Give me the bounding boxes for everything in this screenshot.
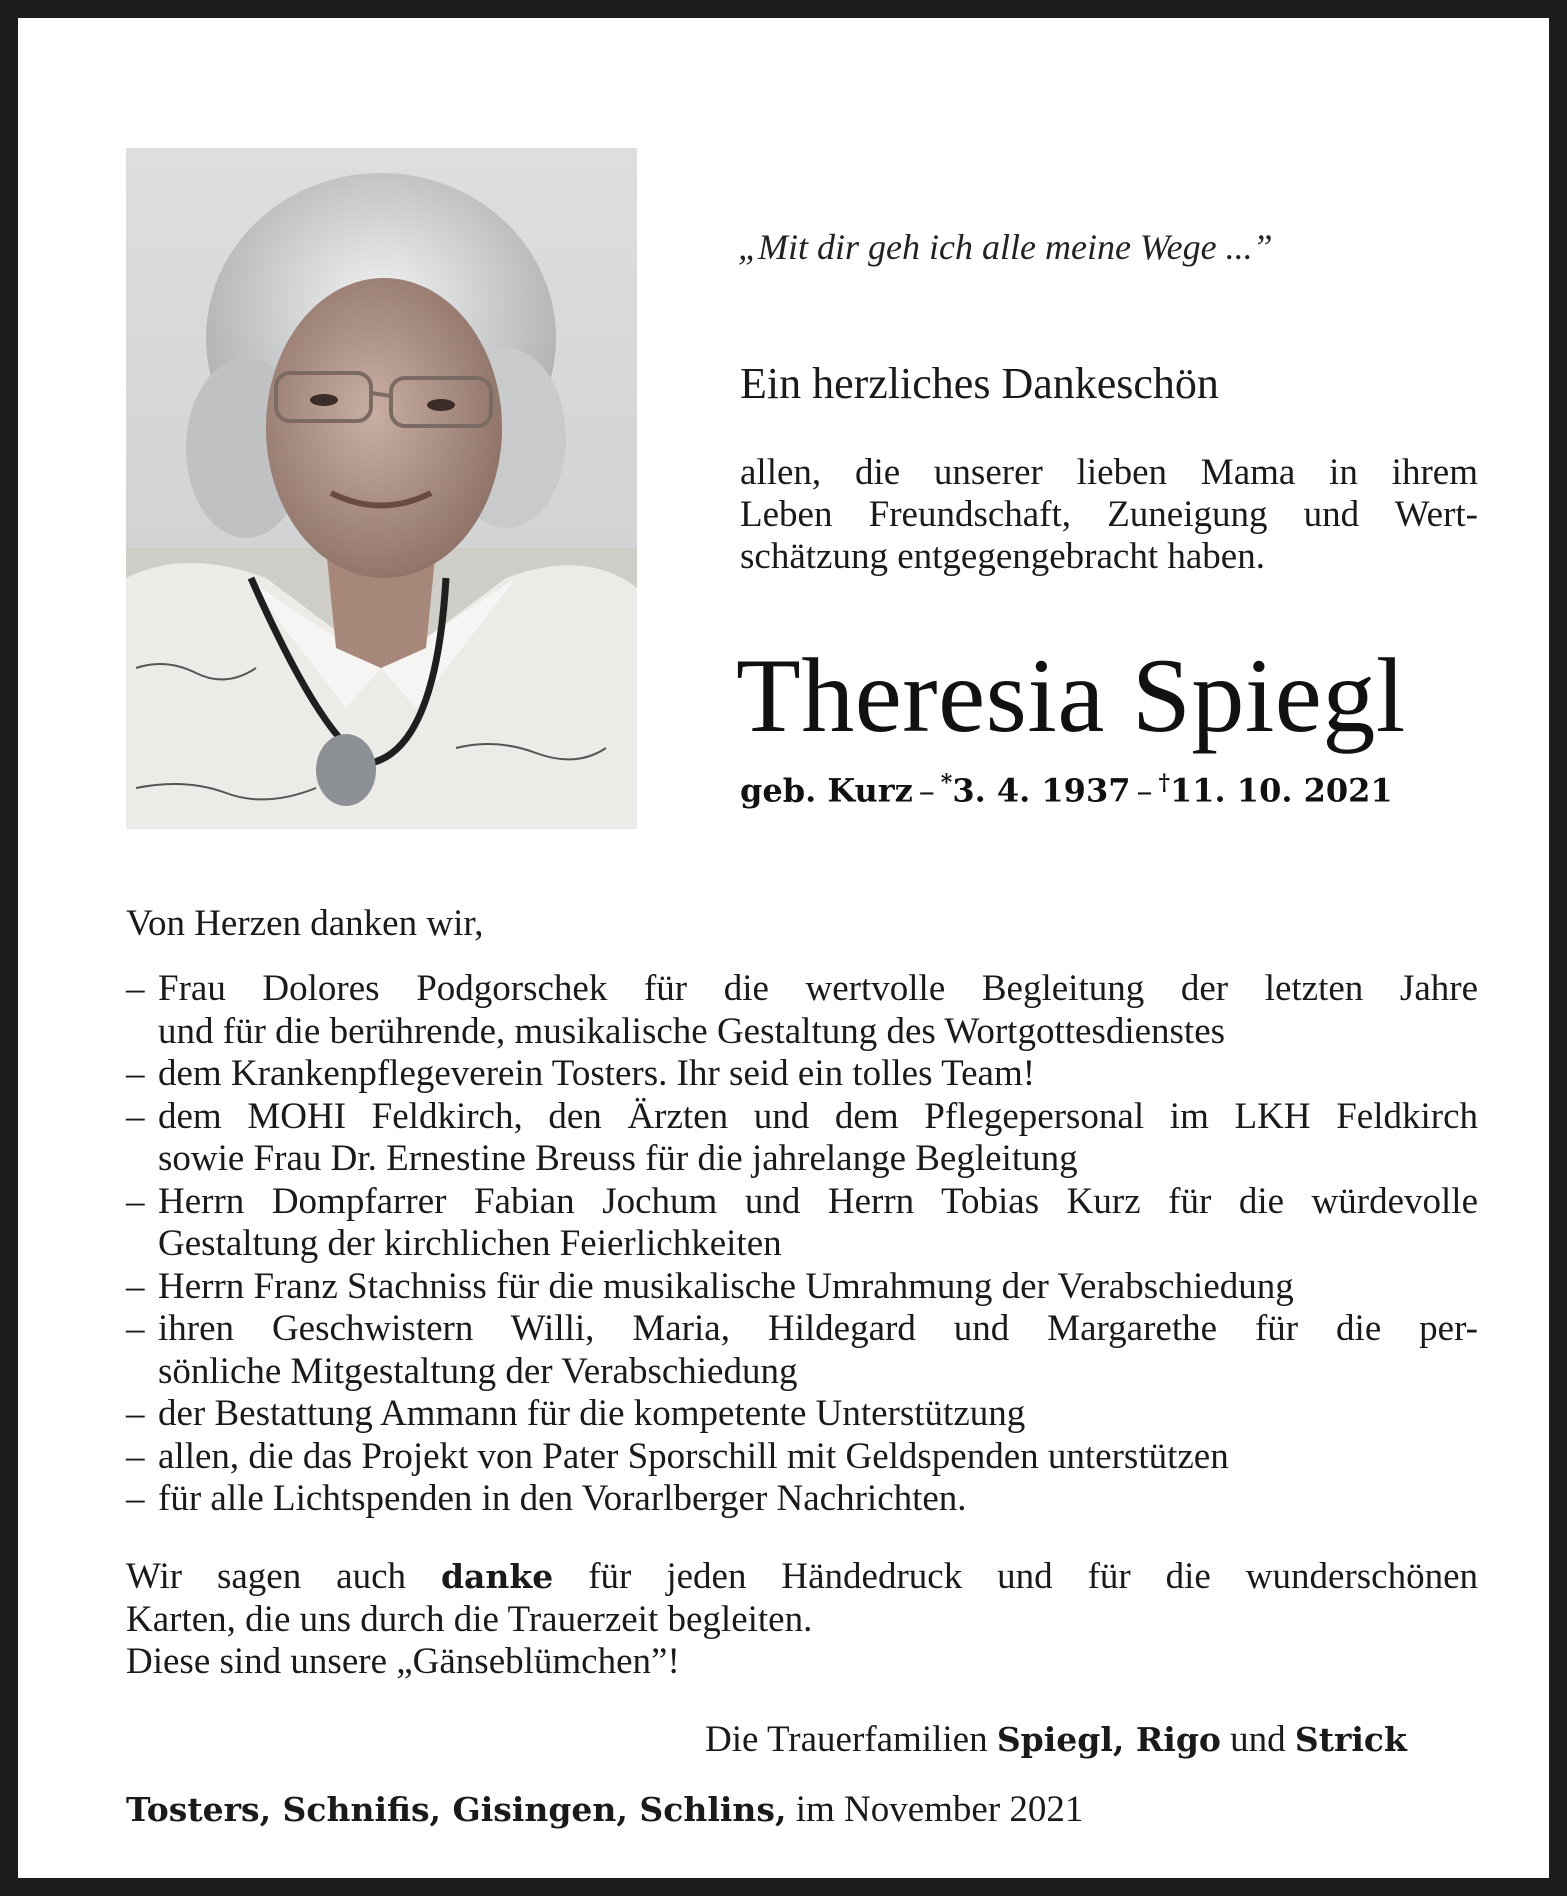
list-item xyxy=(126,1308,1478,1393)
families-signature xyxy=(705,1718,1407,1761)
closing-line xyxy=(126,1556,1478,1599)
list-item-line: – der Bestattung Ammann für die kompetente Unterstützung xyxy=(158,1393,1026,1434)
closing-line: Karten, die uns durch die Trauerzeit begleiten. xyxy=(126,1598,813,1640)
list-item xyxy=(126,1436,1478,1479)
closing-post: für jeden Händedruck und für die wunderschönen xyxy=(588,1556,1479,1597)
list-item xyxy=(126,1393,1478,1436)
list-item xyxy=(126,968,1478,1053)
list-item xyxy=(126,1478,1478,1521)
list-item xyxy=(126,1266,1478,1309)
list-item-line: Gestaltung der kirchlichen Feierlichkeiten xyxy=(158,1223,782,1264)
portrait-illustration xyxy=(126,148,637,829)
portrait-photo xyxy=(126,148,637,829)
list-item-line: und für die berührende, musikalische Gestaltung des Wortgottesdienstes xyxy=(158,1010,1226,1052)
families-prefix: Die Trauerfamilien xyxy=(705,1719,988,1760)
life-dates xyxy=(740,770,1393,810)
list-item-line: – dem Krankenpflegeverein Tosters. Ihr seid ein tolles Team! xyxy=(158,1053,1036,1094)
list-item-line: – Herrn Franz Stachniss für die musikalische Umrahmung der Verabschiedung xyxy=(158,1265,1294,1307)
closing-paragraph xyxy=(126,1556,1478,1684)
list-item-line: sowie Frau Dr. Ernestine Breuss für die jahrelange Begleitung xyxy=(158,1138,1078,1179)
date-separator: – xyxy=(918,771,935,810)
place-date xyxy=(126,1788,1083,1831)
epigraph-quote: „Mit dir geh ich alle meine Wege ...” xyxy=(738,227,1273,267)
families-conj: und xyxy=(1230,1719,1286,1760)
list-item-line: – Herrn Dompfarrer Fabian Jochum und Herrn Tobias Kurz für die würdevolle xyxy=(158,1180,1478,1222)
list-item xyxy=(126,1096,1478,1181)
list-item xyxy=(126,1053,1478,1096)
intro-line: Leben Freundschaft, Zuneigung und Wert- xyxy=(740,494,1478,535)
death-date: 11. 10. 2021 xyxy=(1169,771,1393,810)
family-names-primary: Spiegl, Rigo xyxy=(996,1720,1221,1759)
list-item-line: – für alle Lichtspenden in den Vorarlberger Nachrichten. xyxy=(158,1478,967,1519)
list-item-line: – Frau Dolores Podgorschek für die wertvolle Begleitung der letzten Jahre xyxy=(158,968,1478,1009)
closing-bold: danke xyxy=(440,1557,554,1596)
closing-pre: Wir sagen auch xyxy=(126,1556,407,1597)
intro-line: allen, die unserer lieben Mama in ihrem xyxy=(740,452,1478,493)
maiden-name: geb. Kurz xyxy=(740,771,913,810)
deceased-name: Theresia Spiegl xyxy=(736,637,1406,754)
death-mark: † xyxy=(1158,770,1170,796)
place-date-text: im November 2021 xyxy=(795,1789,1084,1830)
date-separator: – xyxy=(1136,771,1153,810)
thanks-list xyxy=(126,968,1478,1521)
list-item-line: sönliche Mitgestaltung der Verabschiedung xyxy=(158,1350,798,1392)
thanks-heading: Ein herzliches Dankeschön xyxy=(740,359,1219,408)
list-item-line: – dem MOHI Feldkirch, den Ärzten und dem Pflegepersonal im LKH Feldkirch xyxy=(158,1095,1478,1137)
list-item-line: – allen, die das Projekt von Pater Sporschill mit Geldspenden unterstützen xyxy=(158,1435,1229,1477)
list-item-line: – ihren Geschwistern Willi, Maria, Hildegard und Margarethe für die per- xyxy=(158,1308,1478,1349)
list-item xyxy=(126,1181,1478,1266)
thanks-lead: Von Herzen danken wir, xyxy=(126,903,484,944)
birth-date: 3. 4. 1937 xyxy=(952,771,1131,810)
family-name-secondary: Strick xyxy=(1294,1720,1407,1759)
birth-mark: * xyxy=(940,770,953,796)
place-names: Tosters, Schnifis, Gisingen, Schlins, xyxy=(126,1790,787,1829)
intro-line: schätzung entgegengebracht haben. xyxy=(740,536,1265,577)
closing-line: Diese sind unsere „Gänseblümchen”! xyxy=(126,1641,680,1682)
intro-paragraph xyxy=(740,452,1478,578)
